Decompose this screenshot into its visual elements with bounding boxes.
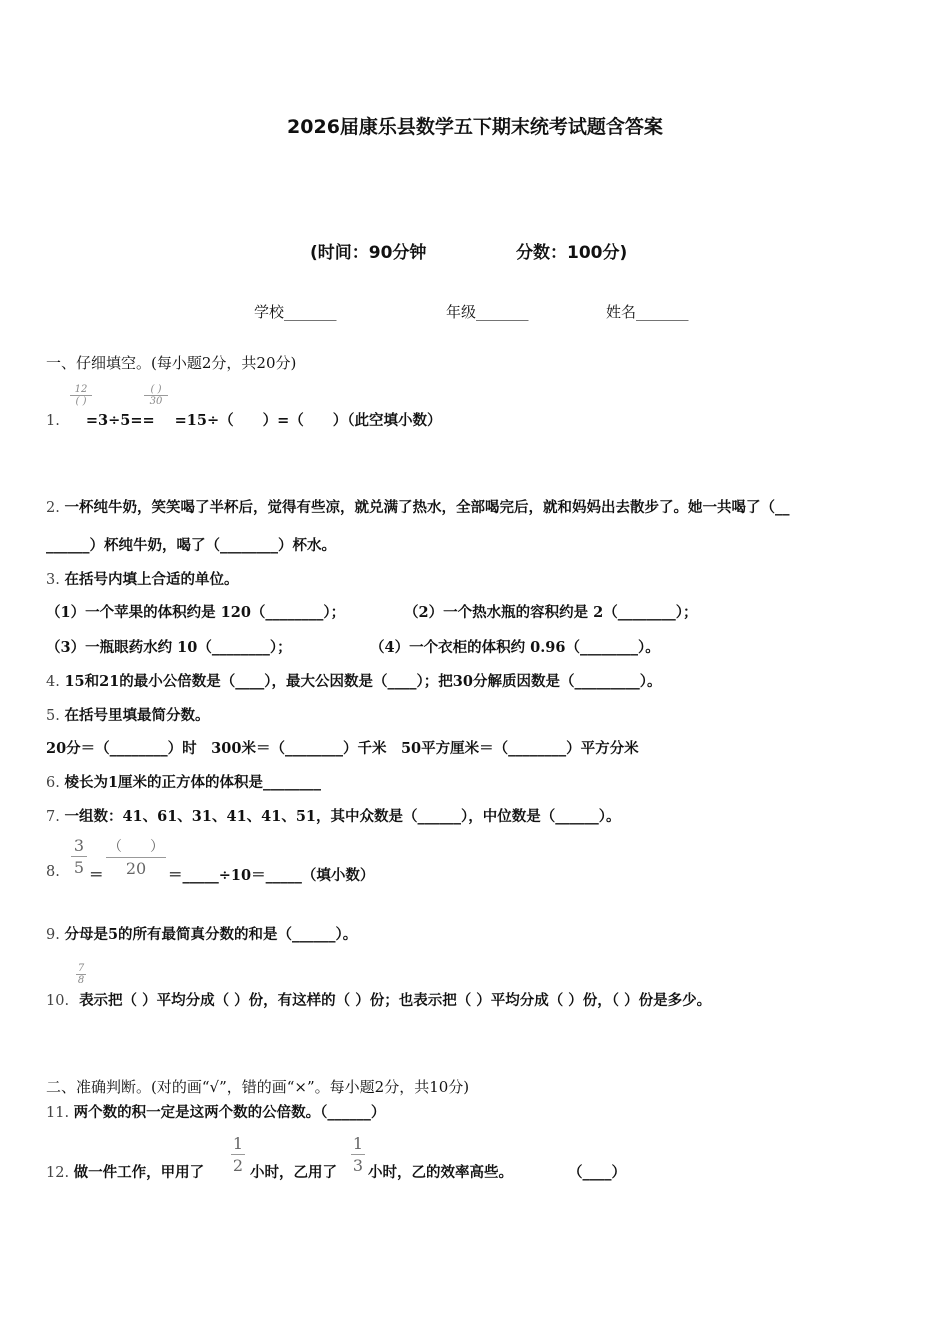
q1-frac-b-bottom: 30 bbox=[149, 396, 163, 407]
q5-text: 在括号里填最简分数。 bbox=[64, 707, 210, 724]
q2-line2: ______）杯纯牛奶，喝了（________）杯水。 bbox=[46, 537, 336, 554]
q8-number bbox=[46, 864, 60, 880]
q12-blank: （____） bbox=[568, 1164, 626, 1181]
section2-heading: 二、准确判断。(对的画“√”，错的画“×”。每小题2分，共10分) bbox=[46, 1078, 470, 1096]
q10-fraction bbox=[76, 963, 86, 986]
q12-text-a: 做一件工作，甲用了 bbox=[73, 1164, 205, 1181]
question-number: 5. bbox=[46, 708, 60, 724]
q3-b: （2）一个热水瓶的容积约是 2（________）； bbox=[404, 604, 698, 621]
question-number: 8. bbox=[46, 864, 60, 880]
q3-a: （1）一个苹果的体积约是 120（________）； bbox=[46, 604, 346, 621]
q8-text: ＝_____÷10＝_____（填小数） bbox=[168, 867, 375, 884]
q12-text-b: 小时，乙用了 bbox=[250, 1164, 337, 1181]
question-number: 7. bbox=[46, 809, 60, 825]
fraction-bar bbox=[71, 856, 87, 857]
question-2 bbox=[46, 496, 789, 517]
school-field: 学校_______ bbox=[254, 303, 337, 321]
name-field: 姓名_______ bbox=[606, 303, 689, 321]
q12-fraction-a bbox=[231, 1134, 245, 1175]
question-number: 12. bbox=[46, 1165, 70, 1181]
q8-frac-b-bottom: 20 bbox=[125, 859, 147, 878]
question-10 bbox=[46, 989, 711, 1010]
question-1 bbox=[46, 409, 442, 430]
question-number: 10. bbox=[46, 993, 70, 1009]
exam-score: 分数：100分) bbox=[516, 243, 628, 263]
page-title: 2026届康乐县数学五下期末统考试题含答案 bbox=[287, 116, 663, 138]
q11-text: 两个数的积一定是这两个数的公倍数。（______） bbox=[73, 1104, 386, 1121]
q9-text: 分母是5的所有最简真分数的和是（______）。 bbox=[64, 926, 358, 943]
q1-fraction-a bbox=[70, 384, 92, 407]
q12-text-c: 小时，乙的效率高些。 bbox=[368, 1164, 513, 1181]
question-number: 1. bbox=[46, 413, 60, 429]
q8-frac-a-top: 3 bbox=[73, 836, 85, 855]
q12-frac-b-bottom: 3 bbox=[352, 1156, 364, 1175]
grade-field: 年级_______ bbox=[446, 303, 529, 321]
q8-fraction-b bbox=[106, 836, 166, 878]
q8-fraction-a bbox=[71, 836, 87, 877]
q1-text2: =15÷（ ）=（ ）（此空填小数） bbox=[174, 412, 442, 429]
q10-frac-top: 7 bbox=[77, 963, 85, 974]
q8-frac-b-top: （ ） bbox=[108, 839, 164, 855]
q12-frac-a-top: 1 bbox=[232, 1134, 244, 1153]
fraction-bar bbox=[106, 857, 166, 858]
q6-text: 棱长为1厘米的正方体的体积是________ bbox=[64, 774, 322, 791]
question-number: 2. bbox=[46, 500, 60, 516]
question-number: 4. bbox=[46, 674, 60, 690]
question-6 bbox=[46, 771, 321, 792]
question-number: 3. bbox=[46, 572, 60, 588]
q1-frac-a-bottom: ( ) bbox=[75, 396, 87, 407]
q3-text: 在括号内填上合适的单位。 bbox=[64, 571, 239, 588]
question-12 bbox=[46, 1161, 204, 1182]
q12-frac-b-top: 1 bbox=[352, 1134, 364, 1153]
q7-text: 一组数：41、61、31、41、41、51，其中众数是（______），中位数是（______）。 bbox=[64, 808, 621, 825]
q12-fraction-b bbox=[351, 1134, 365, 1175]
q3-d: （4）一个衣柜的体积约 0.96（________）。 bbox=[370, 639, 660, 656]
question-4 bbox=[46, 670, 662, 691]
question-number: 9. bbox=[46, 927, 60, 943]
q10-frac-bottom: 8 bbox=[77, 975, 85, 986]
q12-frac-a-bottom: 2 bbox=[232, 1156, 244, 1175]
q4-text: 15和21的最小公倍数是（____），最大公因数是（____）；把30分解质因数是（_________）。 bbox=[64, 673, 662, 690]
q1-frac-a-top: 12 bbox=[74, 384, 88, 395]
q10-text: 表示把（ ）平均分成（ ）份，有这样的（ ）份；也表示把（ ）平均分成（ ）份，（ ）份是多少。 bbox=[79, 992, 712, 1009]
exam-time: (时间：90分钟 bbox=[310, 243, 427, 263]
question-9 bbox=[46, 923, 357, 944]
q2-line1: 一杯纯牛奶，笑笑喝了半杯后，觉得有些凉，就兑满了热水，全部喝完后，就和妈妈出去散步了。她一共喝了（__ bbox=[64, 499, 790, 516]
question-3 bbox=[46, 568, 238, 589]
question-number: 11. bbox=[46, 1105, 70, 1121]
q8-eq: ＝ bbox=[89, 867, 104, 884]
q1-frac-b-top: ( ) bbox=[150, 384, 162, 395]
q3-c: （3）一瓶眼药水约 10（________）； bbox=[46, 639, 292, 656]
question-7 bbox=[46, 805, 621, 826]
q5-line: 20分＝（________）时 300米＝（________）千米 50平方厘米＝（________）平方分米 bbox=[46, 740, 639, 757]
question-11 bbox=[46, 1101, 385, 1122]
fraction-bar bbox=[351, 1154, 365, 1155]
question-5 bbox=[46, 704, 209, 725]
q1-fraction-b bbox=[144, 384, 168, 407]
section1-heading: 一、仔细填空。(每小题2分，共20分) bbox=[46, 354, 297, 372]
question-number: 6. bbox=[46, 775, 60, 791]
q8-frac-a-bottom: 5 bbox=[73, 858, 85, 877]
fraction-bar bbox=[231, 1154, 245, 1155]
q1-text: =3÷5== bbox=[85, 412, 155, 429]
